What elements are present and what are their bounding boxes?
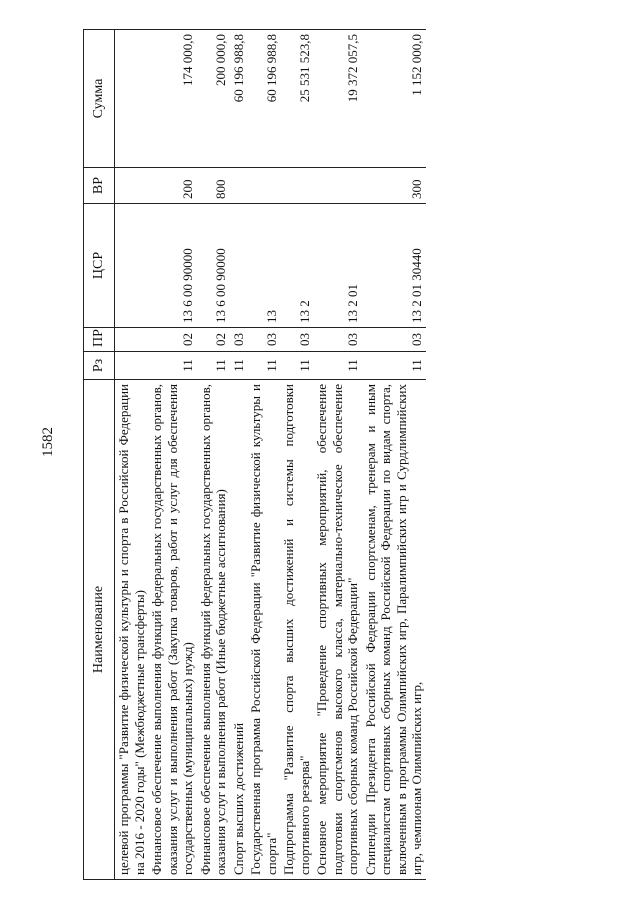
header-vr: ВР [84,168,115,204]
row-name: Подпрограмма "Развитие спорта высших достижений и системы подготовки спортивного резерва" [280,380,313,880]
row-sum: 60 196 988,8 [230,30,248,168]
row-name: Спорт высших достижений [230,380,248,880]
row-pr: 03 [362,328,426,352]
row-csr: 13 2 01 30440 [362,204,426,328]
row-vr: 800 [197,168,230,204]
row-vr [280,168,313,204]
row-vr [230,168,248,204]
budget-table [83,29,426,880]
row-sum: 25 531 523,8 [280,30,313,168]
table-row [313,30,362,880]
row-pr: 03 [230,328,248,352]
row-csr: 13 [247,204,280,328]
row-rz: 11 [148,352,197,380]
row-sum: 19 372 057,5 [313,30,362,168]
row-csr: 13 6 00 90000 [148,204,197,328]
row-rz: 11 [280,352,313,380]
row-csr: 13 2 [280,204,313,328]
row-sum: 174 000,0 [148,30,197,168]
row-csr: 13 6 00 90000 [197,204,230,328]
table-row [115,30,149,880]
row-pr: 03 [247,328,280,352]
header-pr: ПР [84,328,115,352]
header-csr: ЦСР [84,204,115,328]
row-vr [313,168,362,204]
row-rz: 11 [230,352,248,380]
row-rz: 11 [313,352,362,380]
row-vr: 200 [148,168,197,204]
document-stage [83,30,623,880]
table-row [280,30,313,880]
row-name: Основное мероприятие "Проведение спортивных мероприятий, обеспечение подготовки спортсменов высокого класса, материально-техническое обеспечение спортивных сборных команд Российской Федерации" [313,380,362,880]
row-pr: 03 [280,328,313,352]
page-number: 1582 [40,427,56,457]
row-sum: 60 196 988,8 [247,30,280,168]
row-name: Финансовое обеспечение выполнения функций федеральных государственных органов, оказания услуг и выполнения работ (Иные бюджетные ассигнования) [197,380,230,880]
table-row [197,30,230,880]
row-pr: 02 [148,328,197,352]
table-row [230,30,248,880]
row-sum: 1 152 000,0 [362,30,426,168]
row-name: Финансовое обеспечение выполнения функций федеральных государственных органов, оказания услуг и выполнения работ (Закупка товаров, работ и услуг для обеспечения государственных (муниципальных) нужд) [148,380,197,880]
table-row [362,30,426,880]
row-csr: 13 2 01 [313,204,362,328]
row-vr [115,168,149,204]
row-rz: 11 [197,352,230,380]
row-pr: 03 [313,328,362,352]
header-rz: Рз [84,352,115,380]
row-vr: 300 [362,168,426,204]
row-name: целевой программы "Развитие физической культуры и спорта в Российской Федерации на 2016 - 2020 годы" (Межбюджетные трансферты) [115,380,149,880]
row-name: Государственная программа Российской Федерации "Развитие физической культуры и спорта" [247,380,280,880]
table-row [247,30,280,880]
row-rz [115,352,149,380]
row-rz: 11 [247,352,280,380]
header-name: Наименование [84,380,115,880]
row-name: Стипендии Президента Российской Федерации спортсменам, тренерам и иным специалистам спортивных сборных команд Российской Федерации по видам спорта, включенным в программы Олимпийских игр, Паралимпийских игр и Сурдлимпийских игр, чемпионам Олимпийских игр, [362,380,426,880]
header-sum: Сумма [84,30,115,168]
table-header-row [84,30,115,880]
row-sum [115,30,149,168]
row-pr: 02 [197,328,230,352]
row-pr [115,328,149,352]
row-rz: 11 [362,352,426,380]
row-csr [115,204,149,328]
row-vr [247,168,280,204]
table-row [148,30,197,880]
row-sum: 200 000,0 [197,30,230,168]
row-csr [230,204,248,328]
